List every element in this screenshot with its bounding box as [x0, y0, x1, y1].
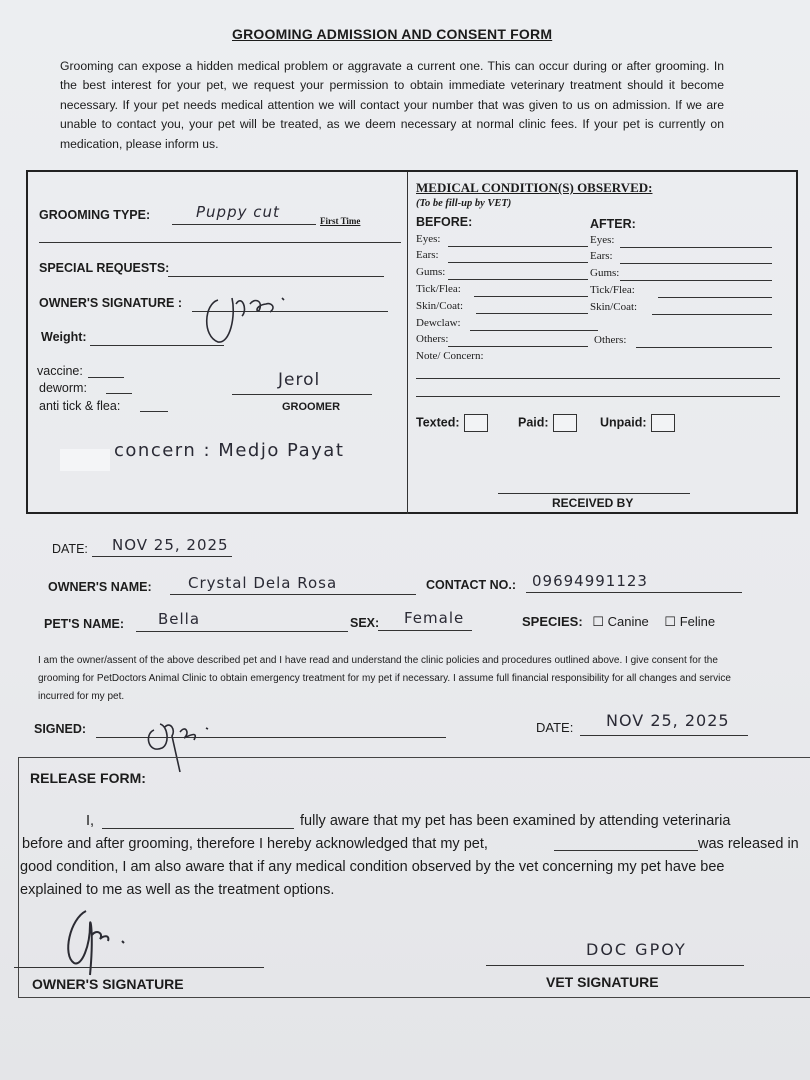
before-item-label: Dewclaw:: [416, 317, 461, 329]
texted-field: [416, 414, 488, 432]
redaction-patch: [60, 449, 110, 471]
before-item-line[interactable]: [448, 279, 588, 280]
unpaid-checkbox[interactable]: [651, 414, 675, 432]
note-line-1[interactable]: [416, 378, 780, 379]
species-field: [522, 614, 715, 630]
contact-value[interactable]: 09694991123: [532, 572, 648, 590]
release-name-line[interactable]: [102, 828, 294, 829]
date-label: DATE:: [52, 542, 88, 556]
after-item-line[interactable]: [620, 280, 772, 281]
canine-label: Canine: [607, 614, 649, 629]
consent-date-label: DATE:: [536, 720, 574, 735]
vet-signature-label: VET SIGNATURE: [546, 974, 659, 990]
concern-note: concern : Medjo Payat: [114, 440, 345, 461]
release-heading: RELEASE FORM:: [30, 770, 146, 786]
feline-label: Feline: [679, 614, 716, 629]
canine-checkbox[interactable]: ☐: [592, 614, 604, 629]
after-item-line[interactable]: [620, 247, 772, 248]
release-text-5: explained to me as well as the treatment options.: [20, 882, 335, 898]
release-text-3: was released in: [698, 836, 799, 852]
after-item-label: Eyes:: [590, 234, 615, 246]
before-item-line[interactable]: [448, 246, 588, 247]
owner-name-value[interactable]: Crystal Dela Rosa: [188, 574, 338, 592]
release-owner-scribble-icon: [60, 905, 140, 980]
release-bottom-divider: [18, 997, 810, 998]
paid-checkbox[interactable]: [553, 414, 577, 432]
after-label: AFTER:: [590, 217, 636, 231]
vet-signature-value: DOC GPOY: [586, 940, 687, 959]
feline-checkbox[interactable]: ☐: [664, 614, 677, 629]
anti-tick-line[interactable]: [140, 411, 168, 412]
before-item-label: Skin/Coat:: [416, 300, 464, 312]
weight-label: Weight:: [41, 330, 87, 344]
vaccine-line[interactable]: [88, 377, 124, 378]
after-item-line[interactable]: [636, 347, 772, 348]
after-item-label: Ears:: [590, 250, 613, 262]
first-time-label: First Time: [320, 216, 361, 226]
groomer-line: [232, 394, 372, 395]
pet-name-value[interactable]: Bella: [158, 610, 201, 628]
grooming-type-value[interactable]: Puppy cut: [196, 203, 280, 221]
before-item-line[interactable]: [470, 330, 598, 331]
after-item-line[interactable]: [658, 297, 772, 298]
before-item-line[interactable]: [448, 262, 588, 263]
before-item-line[interactable]: [474, 296, 588, 297]
note-line-2[interactable]: [416, 396, 780, 397]
before-item-label: Eyes:: [416, 233, 441, 245]
groomer-value[interactable]: Jerol: [278, 370, 321, 390]
box-divider: [407, 172, 408, 514]
vet-signature-line[interactable]: [486, 965, 744, 966]
special-requests-label: SPECIAL REQUESTS:: [39, 261, 170, 275]
release-text-4: good condition, I am also aware that if any medical condition observed by the vet concerning my pet have bee: [20, 859, 725, 875]
sex-label: SEX:: [350, 616, 380, 630]
owner-name-label: OWNER'S NAME:: [48, 580, 152, 594]
texted-label: Texted:: [416, 415, 460, 430]
form-title: GROOMING ADMISSION AND CONSENT FORM: [232, 26, 553, 42]
contact-label: CONTACT NO.:: [426, 578, 517, 592]
before-item-label: Others:: [416, 333, 449, 345]
groomer-label: GROOMER: [282, 401, 341, 413]
release-owner-signature-label: OWNER'S SIGNATURE: [32, 976, 184, 992]
intro-paragraph: Grooming can expose a hidden medical problem or aggravate a current one. This can occur during or after grooming. In the best interest for your pet, we request your permission to obtain immediate veterinary treatment should it become necessary. If your pet needs medical attention we will contact your number that was given to us on admission. If we are unable to contact you, your pet will be treated, as we deem necessary at normal clinic fees. If your pet is currently on medication, please inform us.: [60, 59, 724, 151]
unpaid-field: [600, 414, 675, 432]
special-requests-line[interactable]: [168, 276, 384, 277]
after-item-line[interactable]: [652, 314, 772, 315]
sex-line: [378, 630, 472, 631]
release-owner-signature-line[interactable]: [14, 967, 264, 968]
after-item-label: Others:: [594, 334, 627, 346]
after-item-label: Skin/Coat:: [590, 301, 638, 313]
after-item-label: Tick/Flea:: [590, 284, 635, 296]
weight-line[interactable]: [90, 345, 224, 346]
owner-signature-label: OWNER'S SIGNATURE :: [39, 296, 183, 310]
contact-line: [526, 592, 742, 593]
release-i-label: I,: [86, 813, 95, 829]
consent-text: I am the owner/assent of the above described pet and I have read and understand the clinic policies and procedures outlined above. I give consent for the grooming for PetDoctors Animal Clinic to obtain emergency treatment for my pet if necessary. I assume full financial responsibility for all changes and service incurred for my pet.: [38, 655, 731, 702]
before-item-line[interactable]: [476, 313, 588, 314]
grooming-type-line: [172, 224, 316, 225]
received-by-line[interactable]: [498, 493, 690, 494]
after-item-label: Gums:: [590, 267, 620, 279]
deworm-line[interactable]: [106, 393, 132, 394]
pet-name-line: [136, 631, 348, 632]
anti-tick-label: anti tick & flea:: [39, 399, 121, 413]
owner-name-line: [170, 594, 416, 595]
release-text-2: before and after grooming, therefore I hereby acknowledged that my pet,: [22, 836, 488, 852]
deworm-label: deworm:: [39, 381, 87, 395]
consent-date-value[interactable]: NOV 25, 2025: [606, 711, 730, 730]
medical-heading: MEDICAL CONDITION(S) OBSERVED:: [416, 180, 653, 195]
note-label: Note/ Concern:: [416, 350, 484, 362]
date-value[interactable]: NOV 25, 2025: [112, 536, 229, 554]
signed-label: SIGNED:: [34, 722, 87, 736]
release-divider: [18, 757, 810, 758]
after-item-line[interactable]: [620, 263, 772, 264]
grooming-extra-line: [39, 242, 401, 243]
paid-field: [518, 414, 577, 432]
unpaid-label: Unpaid:: [600, 415, 647, 430]
paid-label: Paid:: [518, 415, 549, 430]
before-item-label: Ears:: [416, 249, 439, 261]
date-line: [92, 556, 232, 557]
received-by-label: RECEIVED BY: [552, 496, 634, 510]
pet-name-label: PET'S NAME:: [44, 617, 125, 631]
texted-checkbox[interactable]: [464, 414, 488, 432]
owner-signature-scribble-icon: [196, 286, 296, 346]
sex-value[interactable]: Female: [404, 609, 465, 627]
species-label: SPECIES:: [522, 614, 583, 629]
signed-scribble-icon: [140, 710, 220, 776]
before-item-line[interactable]: [448, 346, 588, 347]
release-left-border: [18, 757, 19, 997]
release-text-1: fully aware that my pet has been examined by attending veterinaria: [300, 813, 731, 829]
before-label: BEFORE:: [416, 215, 473, 229]
vaccine-label: vaccine:: [37, 364, 83, 378]
release-pet-line[interactable]: [554, 850, 698, 851]
consent-date-line: [580, 735, 748, 736]
grooming-type-label: GROOMING TYPE:: [39, 208, 151, 222]
medical-subheading: (To be fill-up by VET): [416, 198, 512, 209]
before-item-label: Gums:: [416, 266, 446, 278]
before-item-label: Tick/Flea:: [416, 283, 461, 295]
